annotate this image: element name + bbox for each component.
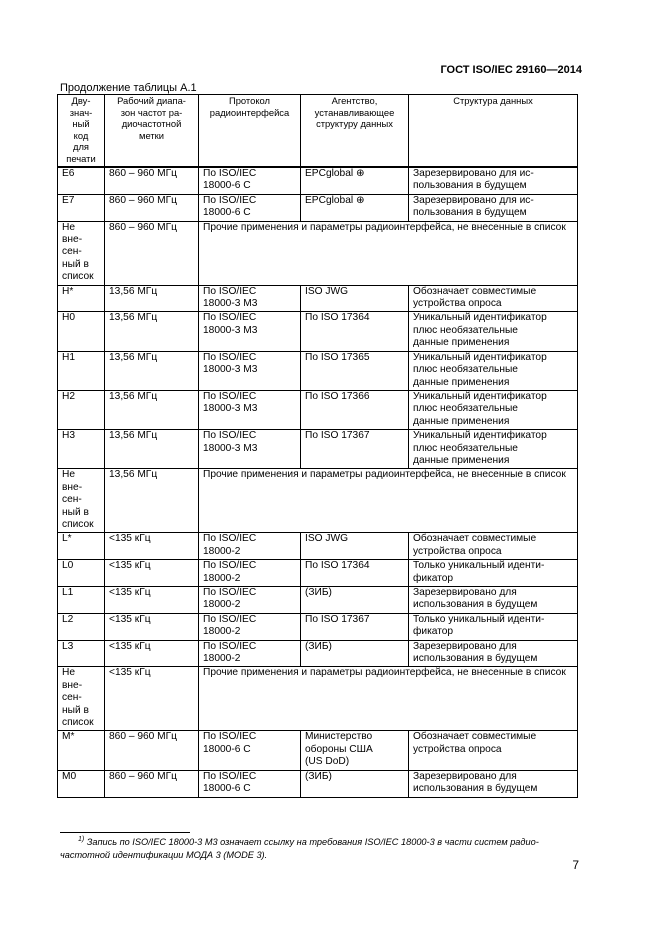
cell-code: H2 (58, 390, 105, 429)
cell-frequency: <135 кГц (105, 560, 199, 587)
cell-protocol: По ISO/IEC 18000-6 C (199, 731, 301, 770)
cell-agency: Министерство обороны США (US DoD) (301, 731, 409, 770)
cell-frequency: 860 – 960 МГц (105, 194, 199, 221)
cell-agency: EPCglobal ⊕ (301, 167, 409, 194)
cell-structure: Уникальный идентификатор плюс необязательные данные применения (409, 430, 578, 469)
cell-frequency: 13,56 МГц (105, 469, 199, 533)
cell-structure: Только уникальный иденти- фикатор (409, 613, 578, 640)
cell-frequency: <135 кГц (105, 667, 199, 731)
cell-structure: Обозначает совместимые устройства опроса (409, 285, 578, 312)
cell-code: Не вне- сен- ный в список (58, 667, 105, 731)
cell-protocol: По ISO/IEC 18000-3 M3 (199, 312, 301, 351)
footnote-divider (60, 832, 190, 833)
table-row (58, 667, 578, 731)
cell-code: M0 (58, 770, 105, 797)
cell-protocol: По ISO/IEC 18000-2 (199, 533, 301, 560)
document-header: ГОСТ ISO/IEC 29160—2014 (440, 64, 582, 76)
cell-protocol: По ISO/IEC 18000-2 (199, 613, 301, 640)
cell-code: Не вне- сен- ный в список (58, 469, 105, 533)
cell-agency: По ISO 17366 (301, 390, 409, 429)
footnote-text: Запись по ISO/IEC 18000-3 M3 означает ссылку на требования ISO/IEC 18000-3 в части систем радио-частотной идентификации МОДА 3 (MODE 3). (60, 837, 539, 860)
cell-protocol: По ISO/IEC 18000-2 (199, 560, 301, 587)
column-header: Агентство, устанавливающее структуру данных (301, 95, 409, 168)
cell-other-applications: Прочие применения и параметры радиоинтерфейса, не внесенные в список (199, 469, 578, 533)
data-table (57, 94, 578, 798)
table-row (58, 194, 578, 221)
cell-agency: ISO JWG (301, 533, 409, 560)
cell-code: L* (58, 533, 105, 560)
cell-agency: (ЗИБ) (301, 640, 409, 667)
cell-agency: По ISO 17364 (301, 312, 409, 351)
table-row (58, 312, 578, 351)
column-header: Протокол радиоинтерфейса (199, 95, 301, 168)
cell-agency: (ЗИБ) (301, 587, 409, 614)
cell-structure: Обозначает совместимые устройства опроса (409, 731, 578, 770)
cell-code: M* (58, 731, 105, 770)
cell-agency: По ISO 17367 (301, 430, 409, 469)
cell-protocol: По ISO/IEC 18000-2 (199, 640, 301, 667)
table-row (58, 613, 578, 640)
cell-code: H1 (58, 351, 105, 390)
cell-code: L0 (58, 560, 105, 587)
column-header: Дву- знач- ный код для печати (58, 95, 105, 168)
cell-frequency: 860 – 960 МГц (105, 167, 199, 194)
cell-structure: Зарезервировано для использования в будущем (409, 640, 578, 667)
cell-frequency: 13,56 МГц (105, 285, 199, 312)
cell-agency: По ISO 17367 (301, 613, 409, 640)
cell-structure: Зарезервировано для использования в будущем (409, 770, 578, 797)
cell-structure: Обозначает совместимые устройства опроса (409, 533, 578, 560)
cell-protocol: По ISO/IEC 18000-3 M3 (199, 285, 301, 312)
table-row (58, 587, 578, 614)
cell-frequency: 13,56 МГц (105, 430, 199, 469)
cell-code: E7 (58, 194, 105, 221)
cell-agency: EPCglobal ⊕ (301, 194, 409, 221)
table-row (58, 560, 578, 587)
cell-code: H0 (58, 312, 105, 351)
table-row (58, 351, 578, 390)
cell-agency: По ISO 17364 (301, 560, 409, 587)
table-header-row (58, 95, 578, 168)
cell-agency: (ЗИБ) (301, 770, 409, 797)
table-row (58, 770, 578, 797)
table-body (58, 167, 578, 797)
table-row (58, 469, 578, 533)
cell-frequency: 13,56 МГц (105, 351, 199, 390)
cell-frequency: 860 – 960 МГц (105, 770, 199, 797)
table-row (58, 430, 578, 469)
cell-other-applications: Прочие применения и параметры радиоинтерфейса, не внесенные в список (199, 221, 578, 285)
cell-protocol: По ISO/IEC 18000-3 M3 (199, 430, 301, 469)
page-number: 7 (572, 858, 579, 872)
footnote-mark: 1) (78, 835, 85, 843)
cell-frequency: <135 кГц (105, 533, 199, 560)
cell-protocol: По ISO/IEC 18000-3 M3 (199, 351, 301, 390)
table-row (58, 390, 578, 429)
table-row (58, 533, 578, 560)
cell-structure: Зарезервировано для использования в будущем (409, 587, 578, 614)
table-row (58, 285, 578, 312)
cell-frequency: <135 кГц (105, 640, 199, 667)
cell-structure: Зарезервировано для ис- пользования в будущем (409, 194, 578, 221)
cell-code: L2 (58, 613, 105, 640)
cell-code: H* (58, 285, 105, 312)
cell-code: E6 (58, 167, 105, 194)
cell-protocol: По ISO/IEC 18000-3 M3 (199, 390, 301, 429)
cell-protocol: По ISO/IEC 18000-6 C (199, 167, 301, 194)
cell-frequency: 13,56 МГц (105, 390, 199, 429)
cell-structure: Только уникальный иденти- фикатор (409, 560, 578, 587)
cell-structure: Уникальный идентификатор плюс необязательные данные применения (409, 390, 578, 429)
table-caption: Продолжение таблицы А.1 (60, 82, 197, 94)
footnote (60, 836, 580, 862)
cell-agency: ISO JWG (301, 285, 409, 312)
column-header: Рабочий диапа- зон частот ра- диочастотной метки (105, 95, 199, 168)
cell-frequency: <135 кГц (105, 587, 199, 614)
cell-code: Не вне- сен- ный в список (58, 221, 105, 285)
cell-frequency: 860 – 960 МГц (105, 221, 199, 285)
cell-structure: Уникальный идентификатор плюс необязательные данные применения (409, 351, 578, 390)
cell-structure: Зарезервировано для ис- пользования в будущем (409, 167, 578, 194)
cell-protocol: По ISO/IEC 18000-6 C (199, 194, 301, 221)
table-row (58, 221, 578, 285)
cell-code: L1 (58, 587, 105, 614)
cell-code: L3 (58, 640, 105, 667)
cell-frequency: <135 кГц (105, 613, 199, 640)
cell-protocol: По ISO/IEC 18000-2 (199, 587, 301, 614)
cell-agency: По ISO 17365 (301, 351, 409, 390)
column-header: Структура данных (409, 95, 578, 168)
cell-code: H3 (58, 430, 105, 469)
cell-other-applications: Прочие применения и параметры радиоинтерфейса, не внесенные в список (199, 667, 578, 731)
table-row (58, 640, 578, 667)
table-row (58, 167, 578, 194)
cell-protocol: По ISO/IEC 18000-6 C (199, 770, 301, 797)
cell-structure: Уникальный идентификатор плюс необязательные данные применения (409, 312, 578, 351)
table-row (58, 731, 578, 770)
cell-frequency: 860 – 960 МГц (105, 731, 199, 770)
cell-frequency: 13,56 МГц (105, 312, 199, 351)
